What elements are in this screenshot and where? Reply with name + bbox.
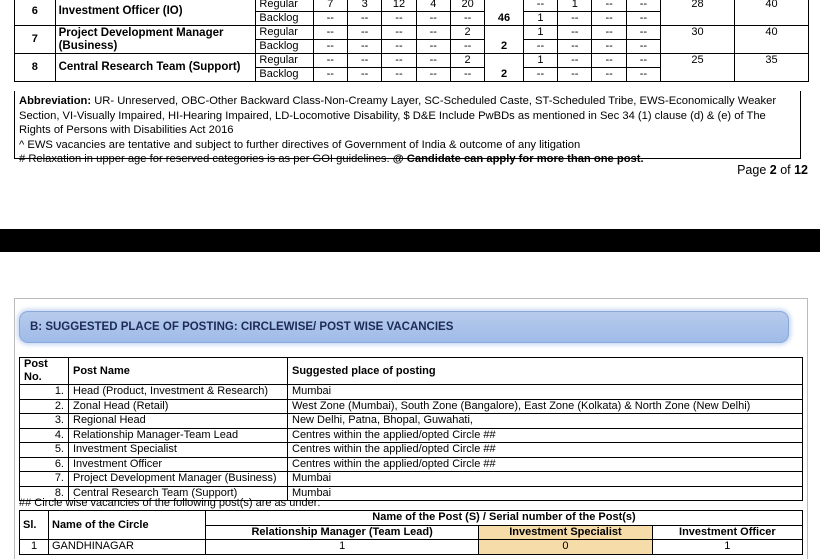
post-name: Relationship Manager-Team Lead — [69, 428, 288, 443]
category-count: -- — [347, 40, 381, 54]
pwbd-count: -- — [592, 12, 626, 26]
post-name: Central Research Team (Support) — [55, 54, 256, 82]
category-count: -- — [347, 26, 381, 40]
posting-place: Centres within the applied/opted Circle ## — [288, 457, 803, 472]
pwbd-count: -- — [558, 68, 592, 82]
header-post-group: Name of the Post (S) / Serial number of the Post(s) — [206, 511, 803, 526]
experience: 35 — [734, 54, 808, 82]
age-limit: 25 — [661, 54, 735, 82]
vacancy-kind: Backlog — [256, 12, 313, 26]
pwbd-count: -- — [592, 0, 626, 12]
total-count: 2 — [485, 26, 524, 54]
posting-place: Mumbai — [288, 472, 803, 487]
category-count: -- — [347, 12, 381, 26]
table-row — [20, 540, 803, 555]
section-b-banner — [19, 311, 789, 343]
header-is: Investment Specialist — [479, 525, 652, 540]
table-row — [15, 0, 809, 12]
category-count: -- — [382, 40, 416, 54]
circle-io: 1 — [652, 540, 802, 555]
category-count: 2 — [450, 54, 484, 68]
posting-place: Centres within the applied/opted Circle ## — [288, 428, 803, 443]
post-name: Central Research Team (Support) — [69, 486, 288, 501]
category-count: 3 — [347, 0, 381, 12]
table-row — [20, 472, 803, 487]
pwbd-count: -- — [592, 26, 626, 40]
abbreviation-label: Abbreviation: — [19, 95, 92, 107]
posting-table — [19, 357, 803, 501]
category-count: -- — [416, 54, 450, 68]
post-serial: 7 — [15, 26, 56, 54]
category-count: -- — [382, 68, 416, 82]
total-count: 46 — [485, 0, 524, 26]
abbreviation-text: UR- Unreserved, OBC-Other Backward Class-Non-Creamy Layer, SC-Scheduled Caste, ST-Scheduled Tribe, EWS-Economically Weaker Section, VI-Visually Impaired, HI-Hearing Impaired, LD-Locomotive Disability, $ D&E Include PwBDs as mentioned in Sec 34 (1) clause (d) & (e) of The Rights of Persons with Disabilities Act 2016 — [19, 95, 777, 136]
vacancy-kind: Backlog — [256, 68, 313, 82]
pwbd-count: -- — [558, 40, 592, 54]
category-count: -- — [313, 68, 347, 82]
category-count: -- — [382, 26, 416, 40]
posting-place: New Delhi, Patna, Bhopal, Guwahati, — [288, 414, 803, 429]
category-count: -- — [416, 40, 450, 54]
header-place: Suggested place of posting — [288, 358, 803, 385]
category-count: 20 — [450, 0, 484, 12]
pwbd-count: -- — [626, 40, 660, 54]
apply-note: @ Candidate can apply for more than one post. — [392, 153, 644, 165]
posting-place: West Zone (Mumbai), South Zone (Bangalore), East Zone (Kolkata) & North Zone (New Delhi) — [288, 399, 803, 414]
category-count: -- — [313, 40, 347, 54]
post-no: 5. — [20, 443, 69, 458]
posting-place: Mumbai — [288, 385, 803, 400]
pwbd-count: -- — [592, 40, 626, 54]
vacancy-kind: Regular — [256, 26, 313, 40]
pwbd-count: 1 — [558, 0, 592, 12]
category-count: -- — [382, 12, 416, 26]
post-no: 2. — [20, 399, 69, 414]
pwbd-count: 1 — [523, 26, 557, 40]
table-row — [20, 399, 803, 414]
post-name: Head (Product, Investment & Research) — [69, 385, 288, 400]
category-count: -- — [450, 12, 484, 26]
pwbd-count: 1 — [523, 12, 557, 26]
vacancy-kind: Backlog — [256, 40, 313, 54]
post-name: Zonal Head (Retail) — [69, 399, 288, 414]
circle-name: GANDHINAGAR — [49, 540, 206, 555]
page-separator — [0, 229, 820, 252]
experience: 40 — [734, 0, 808, 26]
circle-note: ## Circle wise vacancies of the following post(s) are as under: — [19, 497, 321, 509]
vacancy-kind: Regular — [256, 54, 313, 68]
post-name: Project Development Manager (Business) — [55, 26, 256, 54]
page-of: of — [776, 163, 795, 177]
page-number — [737, 163, 808, 177]
category-count: -- — [450, 68, 484, 82]
table-row — [20, 385, 803, 400]
pwbd-count: -- — [523, 68, 557, 82]
post-no: 1. — [20, 385, 69, 400]
relaxation-note: # Relaxation in upper age for reserved categories is as per GOI guidelines. — [19, 153, 393, 165]
post-no: 7. — [20, 472, 69, 487]
category-count: -- — [347, 68, 381, 82]
pwbd-count: -- — [626, 54, 660, 68]
category-count: -- — [382, 54, 416, 68]
post-name: Regional Head — [69, 414, 288, 429]
pwbd-count: -- — [626, 68, 660, 82]
post-name: Project Development Manager (Business) — [69, 472, 288, 487]
circle-is: 0 — [479, 540, 652, 555]
header-io: Investment Officer — [652, 525, 802, 540]
post-no: 3. — [20, 414, 69, 429]
table-row — [20, 428, 803, 443]
circle-rm: 1 — [206, 540, 479, 555]
ews-note: ^ EWS vacancies are tentative and subject to further directives of Government of India & outcome of any litigation — [19, 138, 581, 151]
category-count: 12 — [382, 0, 416, 12]
table-row — [15, 54, 809, 68]
category-count: -- — [347, 54, 381, 68]
pwbd-count: -- — [523, 0, 557, 12]
page-current: 2 — [769, 163, 777, 177]
post-name: Investment Specialist — [69, 443, 288, 458]
category-count: -- — [313, 54, 347, 68]
pwbd-count: -- — [558, 26, 592, 40]
vacancy-table — [14, 0, 809, 82]
category-count: -- — [416, 12, 450, 26]
posting-place: Centres within the applied/opted Circle ## — [288, 443, 803, 458]
posting-place: Mumbai — [288, 486, 803, 501]
post-name: Investment Officer — [69, 457, 288, 472]
total-count: 2 — [485, 54, 524, 82]
category-count: -- — [313, 26, 347, 40]
experience: 40 — [734, 26, 808, 54]
pwbd-count: -- — [626, 12, 660, 26]
category-count: -- — [416, 26, 450, 40]
page-prefix: Page — [737, 163, 770, 177]
page-total: 12 — [794, 163, 808, 177]
post-serial: 8 — [15, 54, 56, 82]
table-row — [15, 26, 809, 40]
pwbd-count: -- — [626, 0, 660, 12]
abbreviation-note — [14, 91, 801, 165]
header-post-no: Post No. — [20, 358, 69, 385]
post-no: 4. — [20, 428, 69, 443]
post-serial: 6 — [15, 0, 56, 26]
table-row — [20, 443, 803, 458]
pwbd-count: -- — [523, 40, 557, 54]
pwbd-count: -- — [626, 26, 660, 40]
header-rm: Relationship Manager (Team Lead) — [206, 525, 479, 540]
category-count: 2 — [450, 26, 484, 40]
pwbd-count: -- — [558, 12, 592, 26]
table-row — [20, 457, 803, 472]
header-sl: Sl. — [20, 511, 49, 540]
table-row — [20, 414, 803, 429]
age-limit: 30 — [661, 26, 735, 54]
category-count: 4 — [416, 0, 450, 12]
post-no: 8. — [20, 486, 69, 501]
circle-table — [19, 510, 803, 555]
age-limit: 28 — [661, 0, 735, 26]
header-post-name: Post Name — [69, 358, 288, 385]
category-count: -- — [416, 68, 450, 82]
vacancy-kind: Regular — [256, 0, 313, 12]
category-count: 7 — [313, 0, 347, 12]
post-name: Investment Officer (IO) — [55, 0, 256, 26]
pwbd-count: -- — [558, 54, 592, 68]
circle-sl: 1 — [20, 540, 49, 555]
pwbd-count: -- — [592, 54, 626, 68]
category-count: -- — [450, 40, 484, 54]
pwbd-count: 1 — [523, 54, 557, 68]
category-count: -- — [313, 12, 347, 26]
header-circle-name: Name of the Circle — [49, 511, 206, 540]
section-b-title: B: SUGGESTED PLACE OF POSTING: CIRCLEWISE/ POST WISE VACANCIES — [30, 321, 454, 333]
pwbd-count: -- — [592, 68, 626, 82]
post-no: 6. — [20, 457, 69, 472]
